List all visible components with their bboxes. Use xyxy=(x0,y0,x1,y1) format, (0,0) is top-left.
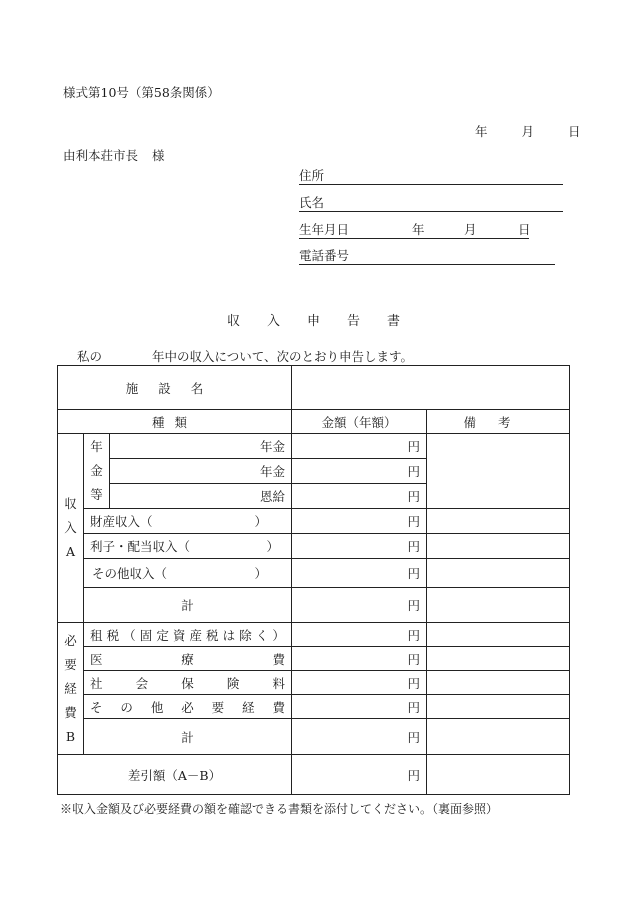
property-income-row xyxy=(58,509,570,534)
interest-income-row xyxy=(58,534,570,559)
document-title: 収入申告書 xyxy=(227,314,428,329)
pension-group-label: 年 金 等 xyxy=(84,434,110,509)
social-insurance-row xyxy=(58,671,570,695)
header-remarks: 備考 xyxy=(427,410,570,434)
other-income-amount[interactable]: 円 xyxy=(292,559,427,588)
addressee-name: 由利本荘市長 xyxy=(63,148,139,163)
tax-remarks[interactable] xyxy=(427,623,570,647)
date-line xyxy=(475,122,581,140)
birthdate-field[interactable] xyxy=(299,220,529,239)
pension-remarks[interactable] xyxy=(427,434,570,509)
income-subtotal-row xyxy=(58,588,570,623)
medical-label: 医 療 費 xyxy=(84,647,292,671)
other-expense-row xyxy=(58,695,570,719)
birth-day-label: 日 xyxy=(518,222,531,237)
footnote: ※収入金額及び必要経費の額を確認できる書類を添付してください。（裏面参照） xyxy=(60,802,499,816)
name-field[interactable] xyxy=(299,193,563,212)
pension-label-3: 恩給 xyxy=(110,484,292,509)
other-income-row xyxy=(58,559,570,588)
property-income-amount[interactable]: 円 xyxy=(292,509,427,534)
social-insurance-remarks[interactable] xyxy=(427,671,570,695)
phone-label: 電話番号 xyxy=(299,248,350,263)
tax-amount[interactable]: 円 xyxy=(292,623,427,647)
expense-subtotal-row xyxy=(58,719,570,755)
pension-row-1 xyxy=(58,434,570,459)
addressee xyxy=(63,146,165,164)
income-subtotal-label: 計 xyxy=(84,588,292,623)
address-label: 住所 xyxy=(299,168,325,183)
form-reference: 様式第10号（第58条関係） xyxy=(63,85,220,100)
income-subtotal-remarks[interactable] xyxy=(427,588,570,623)
pension-amount-3[interactable]: 円 xyxy=(292,484,427,509)
date-year-label: 年 xyxy=(475,124,488,139)
other-expense-remarks[interactable] xyxy=(427,695,570,719)
social-insurance-label: 社 会 保 険 料 xyxy=(84,671,292,695)
interest-income-amount[interactable]: 円 xyxy=(292,534,427,559)
other-income-remarks[interactable] xyxy=(427,559,570,588)
facility-label: 施設名 xyxy=(58,366,292,410)
medical-row xyxy=(58,647,570,671)
facility-row xyxy=(58,366,570,410)
income-declaration-table xyxy=(57,365,570,795)
other-expense-amount[interactable]: 円 xyxy=(292,695,427,719)
name-label: 氏名 xyxy=(299,195,325,210)
pension-amount-2[interactable]: 円 xyxy=(292,459,427,484)
intro-text: 年中の収入について、次のとおり申告します。 xyxy=(152,349,414,364)
address-field[interactable] xyxy=(299,166,563,185)
header-type: 種類 xyxy=(58,410,292,434)
interest-income-label: 利子・配当収入（ ） xyxy=(84,534,292,559)
social-insurance-amount[interactable]: 円 xyxy=(292,671,427,695)
pension-label-1: 年金 xyxy=(110,434,292,459)
intro-sentence xyxy=(77,347,413,365)
birth-year-label: 年 xyxy=(412,222,425,237)
difference-label: 差引額（A－B） xyxy=(58,755,292,795)
difference-remarks[interactable] xyxy=(427,755,570,795)
interest-income-remarks[interactable] xyxy=(427,534,570,559)
medical-amount[interactable]: 円 xyxy=(292,647,427,671)
other-expense-label: そ の 他 必 要 経 費 xyxy=(84,695,292,719)
date-month-label: 月 xyxy=(521,124,535,139)
date-day-label: 日 xyxy=(568,124,581,139)
other-income-label: その他収入（ ） xyxy=(84,559,292,588)
header-amount: 金額（年額） xyxy=(292,410,427,434)
tax-label: 租 税 （ 固 定 資 産 税 は 除 く ） xyxy=(84,623,292,647)
facility-name-input[interactable] xyxy=(292,366,570,410)
property-income-remarks[interactable] xyxy=(427,509,570,534)
birthdate-label: 生年月日 xyxy=(299,222,350,237)
intro-prefix: 私の xyxy=(77,349,103,364)
income-subtotal-amount[interactable]: 円 xyxy=(292,588,427,623)
difference-amount[interactable]: 円 xyxy=(292,755,427,795)
medical-remarks[interactable] xyxy=(427,647,570,671)
difference-row xyxy=(58,755,570,795)
pension-amount-1[interactable]: 円 xyxy=(292,434,427,459)
expense-subtotal-remarks[interactable] xyxy=(427,719,570,755)
expense-subtotal-amount[interactable]: 円 xyxy=(292,719,427,755)
phone-field[interactable] xyxy=(299,246,555,265)
expense-subtotal-label: 計 xyxy=(84,719,292,755)
addressee-honorific: 様 xyxy=(152,148,165,163)
header-row xyxy=(58,410,570,434)
birth-month-label: 月 xyxy=(464,222,477,237)
expense-b-label: 必 要 経 費 B xyxy=(58,623,84,755)
property-income-label: 財産収入（ ） xyxy=(84,509,292,534)
income-a-label: 収 入 A xyxy=(58,434,84,623)
tax-row xyxy=(58,623,570,647)
pension-label-2: 年金 xyxy=(110,459,292,484)
